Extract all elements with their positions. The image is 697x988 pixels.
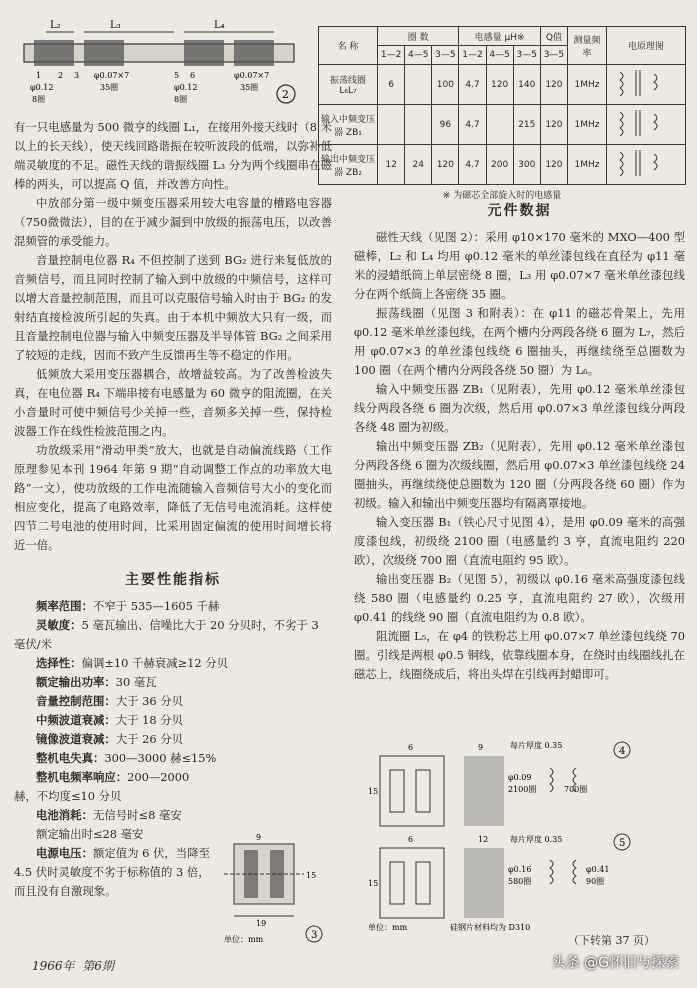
svg-text:2: 2 (58, 71, 64, 80)
continued-note: （下转第 37 页） (568, 934, 655, 947)
spec-item: 额定输出功率：30 毫瓦 (36, 675, 157, 689)
svg-text:19: 19 (256, 919, 267, 928)
spec-item: 选择性：偏调±10 千赫衰减≥12 分贝 (36, 656, 229, 670)
figure-4-5-transformers (360, 738, 650, 934)
svg-text:15: 15 (368, 787, 379, 796)
table-row: 振荡线圈 L₆L₇ 6 100 4.7 120 140 120 1MHz (319, 65, 686, 105)
right-column (354, 200, 685, 684)
svg-text:3: 3 (74, 71, 80, 80)
svg-text:φ0.07×7: φ0.07×7 (94, 71, 130, 80)
figure-number: 2 (282, 88, 289, 101)
svg-text:6: 6 (408, 743, 414, 752)
paragraph: 磁性天线（见图 2）：采用 φ10×170 毫米的 MXO—400 型磁棒，L₂ 和 L₄ 均用 φ0.12 毫米的单丝漆包线在直径为 φ11 毫米的浸蜡纸筒上单层密绕 8 圈，L₃ 用 φ0.07×7 毫米单丝漆包线分在两个纸筒上各密绕 35 圈。 (354, 230, 685, 301)
svg-text:35圈: 35圈 (100, 83, 119, 92)
svg-text:φ0.09: φ0.09 (508, 773, 532, 782)
svg-text:3: 3 (311, 930, 318, 941)
svg-text:8圈: 8圈 (32, 95, 46, 104)
paragraph: 振荡线圈（见图 3 和附表）：在 φ11 的磁芯骨架上，先用 φ0.12 毫米单丝漆包线，在两个槽内分两段各绕 6 圈为 L₇，然后用 φ0.07×3 的单丝漆包线绕 6 圈抽头，再继续绕至总圈数为 100 圈（在两个槽内分两段各绕 50 圈）为 L₆。 (354, 306, 685, 377)
svg-text:6: 6 (190, 71, 196, 80)
schematic-icon (614, 66, 678, 100)
svg-text:700圈: 700圈 (564, 785, 588, 794)
figure-2-antenna (14, 10, 304, 110)
svg-text:φ0.12: φ0.12 (30, 83, 54, 92)
svg-text:硅钢片材料均为 D310: 硅钢片材料均为 D310 (450, 923, 531, 932)
svg-text:9: 9 (478, 743, 484, 752)
coil-table-wrap (318, 26, 686, 201)
svg-text:单位：mm: 单位：mm (368, 923, 408, 932)
schematic-icon (614, 146, 678, 180)
svg-text:φ0.12: φ0.12 (174, 83, 198, 92)
page-footer: 1966年 第6期 (32, 959, 114, 973)
paragraph: 中放部分第一级中频变压器采用较大电容量的槽路电容器（750微微法），目的在于减少漏到中放级的振荡电压，以改善混频管的承受能力。 (14, 196, 332, 248)
table-note: ※ 为磁芯全部旋入时的电感量 (442, 191, 562, 201)
paragraph: 低频放大采用变压器耦合，故增益较高。为了改善检波失真，在电位器 R₄ 下端串接有电感量为 60 微亨的阻流圈，在关小音量时可使中频信号少关掉一些，音频多关掉一些，保持检波器工作在线性检波范围之内。 (14, 367, 332, 438)
paragraph: 输入中频变压器 ZB₁（见附表），先用 φ0.12 毫米单丝漆包线分两段各绕 6 圈为次级，然后用 φ0.07×3 单丝漆包线分两段各绕 48 圈为初级。 (354, 382, 685, 434)
spec-item: 整机电失真：300—3000 赫≤15% (36, 751, 217, 765)
watermark: 头条 @G怀旧与探索 (551, 955, 679, 971)
label-l3: L₃ (110, 20, 121, 31)
paragraph: 输出中频变压器 ZB₂（见附表），先用 φ0.12 毫米单丝漆包分两段各绕 6 圈为次级线圈，然后用 φ0.07×3 单丝漆包线绕 24 圈抽头，再继续绕使总圈数为 120 圈（分两段各绕 60 圈）作为初级。输入和输出中频变压器均有隔离罩接地。 (354, 439, 685, 510)
svg-text:90圈: 90圈 (586, 877, 605, 886)
spec-item: 整机电频率响应：200—2000 赫，不均度≤10 分贝 (14, 770, 190, 803)
svg-text:φ0.07×7: φ0.07×7 (234, 71, 270, 80)
svg-text:15: 15 (306, 871, 317, 880)
svg-text:5: 5 (174, 71, 180, 80)
spec-heading: 主要性能指标 (125, 572, 221, 588)
table-row: 输入中频变压器 ZB₁ 96 4.7 215 120 1MHz (319, 105, 686, 145)
spec-item: 电池消耗：无信号时≤8 毫安 (36, 808, 182, 822)
spec-item: 频率范围：不窄于 535—1605 千赫 (36, 599, 220, 613)
svg-text:单位：mm: 单位：mm (224, 935, 264, 944)
svg-text:φ0.41: φ0.41 (586, 865, 610, 874)
figure-3-coil (220, 830, 332, 948)
svg-text:5: 5 (619, 838, 626, 849)
svg-text:6: 6 (408, 835, 414, 844)
left-column (14, 118, 332, 901)
svg-text:580圈: 580圈 (508, 877, 532, 886)
spec-item: 灵敏度：5 毫瓦输出、信噪比大于 20 分贝时，不劣于 3 毫伏/米 (14, 618, 319, 651)
svg-text:4: 4 (619, 746, 626, 757)
label-l4: L₄ (214, 20, 225, 31)
spec-item: 镜像波道衰减：大于 26 分贝 (36, 732, 184, 746)
svg-text:φ0.16: φ0.16 (508, 865, 532, 874)
svg-text:每片厚度 0.35: 每片厚度 0.35 (510, 835, 563, 844)
svg-text:1: 1 (36, 71, 42, 80)
paragraph: 有一只电感量为 500 微亨的线圈 L₁，在接用外接天线时（8 米以上的长天线），使天线回路谐振在较听波段的低端，以弥补低端灵敏度的不足。磁性天线的谐振线圈 L₃ 分为两个线圈串在磁棒的两头，可以提高 Q 值，并改善方向性。 (14, 120, 332, 191)
spec-item: 额定输出时≤28 毫安 (36, 827, 144, 841)
svg-text:每片厚度 0.35: 每片厚度 0.35 (510, 741, 563, 750)
svg-text:9: 9 (256, 833, 262, 842)
svg-text:2100圈: 2100圈 (508, 785, 537, 794)
paragraph: 输入变压器 B₁（铁心尺寸见图 4），是用 φ0.09 毫米的高强度漆包线，初级绕 2100 圈（电感量约 3 亨，直流电阻约 220 欧），次级绕 700 圈（直流电阻约 95 欧）。 (354, 515, 685, 567)
svg-text:12: 12 (478, 835, 489, 844)
spec-item: 电源电压：额定值为 6 伏，当降至 4.5 伏时灵敏度不劣于标称值的 3 倍，而且没有自激现象。 (14, 846, 210, 898)
coil-table: 名 称 圈 数 电感量 μH※ Q值 测量频率 电原理图 1—2 4—5 3—5 1—2 4—5 3—5 3—5 振荡线圈 L₆L₇ 6 100 4.7 120 140 120 1MHz 输入中频变压器 ZB₁ 96 4.7 215 120 1MHz 输出中频变压器 ZB₂ 12 24 120 4.7 200 300 120 1MHz (318, 26, 686, 185)
component-heading: 元件数据 (487, 203, 552, 219)
svg-text:8圈: 8圈 (174, 95, 188, 104)
spec-item: 中频波道衰减：大于 18 分贝 (36, 713, 184, 727)
label-l2: L₂ (50, 20, 61, 31)
svg-text:35圈: 35圈 (240, 83, 259, 92)
spec-item: 音量控制范围：大于 36 分贝 (36, 694, 184, 708)
paragraph: 功放级采用“滑动甲类”放大，也就是自动偏流线路（工作原理参见本刊 1964 年第 9 期“自动调整工作点的功率放大电路”一文），使功放级的工作电流随输入音频信号大小的变化而相应变化，提高了电路效率，降低了无信号电流消耗。这样使四节二号电池的使用时间，比采用固定偏流的使用时间增长将近一倍。 (14, 443, 332, 552)
svg-text:15: 15 (368, 879, 379, 888)
paragraph: 输出变压器 B₂（见图 5），初级以 φ0.16 毫米高强度漆包线绕 580 圈（电感量约 0.25 亨，直流电阻约 27 欧），次级用 φ0.41 的线绕 90 圈（直流电阻约为 0.8 欧）。 (354, 572, 685, 624)
table-row: 输出中频变压器 ZB₂ 12 24 120 4.7 200 300 120 1MHz (319, 145, 686, 185)
paragraph: 音量控制电位器 R₄ 不但控制了送到 BG₂ 进行来复低放的音频信号，而且同时控制了输入到中放级的中频信号，这样可以增大音量控制范围，而且可以克服信号输入时由于 BG₂ 的发射结直接检波所引起的失真。由于本机中频放大只有一级，而且音量控制电位器与输入中频变压器及半导体管 BG₂ 之间采用了较短的走线，因而不致产生反馈再生等不稳定的作用。 (14, 253, 332, 362)
schematic-icon (614, 106, 678, 140)
paragraph: 阻流圈 L₅，在 φ4 的铁粉芯上用 φ0.07×7 单丝漆包线绕 70 圈。引线是两根 φ0.5 铜线，依靠线圈本身，在绕时由线圈线扎在磁芯上，线圈绕成后，将出头焊在引线再封蜡即可。 (354, 629, 685, 681)
